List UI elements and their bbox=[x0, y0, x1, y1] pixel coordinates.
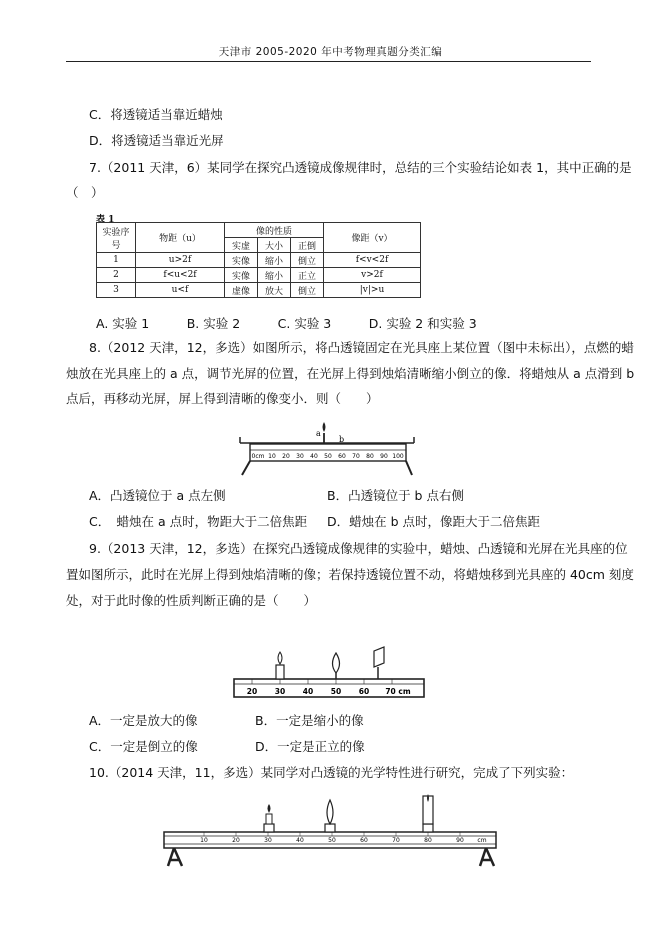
label-a: a bbox=[316, 429, 321, 438]
tick-label: 20 bbox=[246, 687, 258, 696]
q9-line3: 处，对于此时像的性质判断正确的是（ ） bbox=[66, 593, 317, 608]
q9-option-c: C．一定是倒立的像 bbox=[89, 739, 198, 754]
optical-bench-figure-q10 bbox=[160, 790, 500, 870]
q7-line1: 7.（2011 天津，6）某同学在探究凸透镜成像规律时，总结的三个实验结论如表 1，其中正确的是 bbox=[89, 160, 632, 175]
cell-orient: 正立 bbox=[291, 268, 324, 283]
q8-line1: 8.（2012 天津，12，多选）如图所示，将凸透镜固定在光具座上某位置（图中未标出），点燃的蜡 bbox=[89, 340, 634, 355]
q8-line3: 点后，再移动光屏，屏上得到清晰的像变小．则（ ） bbox=[66, 391, 379, 406]
q8-line2: 烛放在光具座上的 a 点，调节光屏的位置，在光屏上得到烛焰清晰缩小倒立的像．将蜡烛从 a 点滑到 b bbox=[66, 366, 635, 381]
tick-label: 60 bbox=[338, 453, 346, 460]
q9-option-a: A．一定是放大的像 bbox=[89, 713, 198, 728]
th-size: 大小 bbox=[258, 238, 291, 253]
header-rule bbox=[66, 61, 591, 62]
tick-label: 30 bbox=[264, 837, 272, 844]
tick-label: 10 bbox=[200, 837, 208, 844]
q9-option-d: D．一定是正立的像 bbox=[255, 739, 365, 754]
tick-label: 100 bbox=[392, 453, 404, 460]
cell-no: 1 bbox=[97, 253, 136, 268]
q8-option-b: B．凸透镜位于 b 点右侧 bbox=[327, 488, 464, 503]
th-real: 实虚 bbox=[225, 238, 258, 253]
cell-size: 放大 bbox=[258, 283, 291, 298]
cell-orient: 倒立 bbox=[291, 253, 324, 268]
tick-label: 50 bbox=[324, 453, 332, 460]
cell-no: 3 bbox=[97, 283, 136, 298]
tick-label: 40 bbox=[302, 687, 314, 696]
cell-u: f<u<2f bbox=[136, 268, 225, 283]
table1-caption: 表 1 bbox=[96, 215, 115, 225]
tick-label: 20 bbox=[282, 453, 290, 460]
tick-label: 30 bbox=[296, 453, 304, 460]
tick-label: 70 bbox=[392, 837, 400, 844]
cell-v: v>2f bbox=[324, 268, 421, 283]
cell-u: u>2f bbox=[136, 253, 225, 268]
cell-real: 虚像 bbox=[225, 283, 258, 298]
tick-label: 70 bbox=[352, 453, 360, 460]
cell-orient: 倒立 bbox=[291, 283, 324, 298]
tick-label: 0cm bbox=[251, 453, 265, 460]
cell-real: 实像 bbox=[225, 253, 258, 268]
tick-label: 90 bbox=[380, 453, 388, 460]
th-orient: 正倒 bbox=[291, 238, 324, 253]
tick-label: 70 cm bbox=[385, 687, 411, 696]
lens-icon bbox=[333, 653, 340, 673]
table-row bbox=[97, 253, 421, 268]
tick-label: 40 bbox=[296, 837, 304, 844]
option-d-prev: D．将透镜适当靠近光屏 bbox=[89, 133, 224, 148]
cell-no: 2 bbox=[97, 268, 136, 283]
tick-label: 20 bbox=[232, 837, 240, 844]
cell-real: 实像 bbox=[225, 268, 258, 283]
screen-icon bbox=[374, 647, 384, 667]
q7-options: A. 实验 1 B. 实验 2 C. 实验 3 D. 实验 2 和实验 3 bbox=[96, 316, 477, 331]
tick-label: 40 bbox=[310, 453, 318, 460]
tick-label: 80 bbox=[424, 837, 432, 844]
cell-u: u<f bbox=[136, 283, 225, 298]
table-row bbox=[97, 268, 421, 283]
lens-icon bbox=[327, 800, 333, 824]
page-header: 天津市 2005-2020 年中考物理真题分类汇编 bbox=[218, 46, 443, 58]
tick-label: cm bbox=[477, 837, 487, 844]
tick-label: 80 bbox=[366, 453, 374, 460]
candle-icon bbox=[276, 665, 284, 679]
tick-label: 30 bbox=[274, 687, 286, 696]
q8-option-c: C． 蜡烛在 a 点时，物距大于二倍焦距 bbox=[89, 514, 308, 529]
optical-bench-figure-q9 bbox=[232, 643, 426, 701]
flame-icon bbox=[268, 804, 271, 813]
tick-label: 60 bbox=[360, 837, 368, 844]
q8-option-a: A．凸透镜位于 a 点左侧 bbox=[89, 488, 226, 503]
option-c-prev: C．将透镜适当靠近蜡烛 bbox=[89, 107, 223, 122]
th-img: 像距（v） bbox=[324, 223, 421, 253]
label-b: b bbox=[339, 435, 345, 444]
cell-size: 缩小 bbox=[258, 253, 291, 268]
table-row bbox=[97, 283, 421, 298]
q9-option-b: B．一定是缩小的像 bbox=[255, 713, 364, 728]
q7-line2: （ ） bbox=[66, 185, 104, 200]
table1 bbox=[96, 222, 421, 298]
th-nature: 像的性质 bbox=[225, 223, 324, 238]
q9-line1: 9.（2013 天津，12，多选）在探究凸透镜成像规律的实验中，蜡烛、凸透镜和光屏在光具座的位 bbox=[89, 541, 628, 556]
tick-label: 50 bbox=[330, 687, 342, 696]
tick-label: 10 bbox=[268, 453, 276, 460]
tick-label: 90 bbox=[456, 837, 464, 844]
q8-option-d: D．蜡烛在 b 点时，像距大于二倍焦距 bbox=[327, 514, 541, 529]
tick-label: 60 bbox=[358, 687, 370, 696]
th-no: 实验序号 bbox=[97, 223, 136, 253]
cell-v: |v|>u bbox=[324, 283, 421, 298]
cell-size: 缩小 bbox=[258, 268, 291, 283]
th-obj: 物距（u） bbox=[136, 223, 225, 253]
q10-line1: 10.（2014 天津，11，多选）某同学对凸透镜的光学特性进行研究，完成了下列实验： bbox=[89, 765, 574, 780]
q9-line2: 置如图所示，此时在光屏上得到烛焰清晰的像；若保持透镜位置不动，将蜡烛移到光具座的 40cm 刻度 bbox=[66, 567, 634, 582]
cell-v: f<v<2f bbox=[324, 253, 421, 268]
optical-bench-figure-q8 bbox=[236, 420, 418, 476]
tick-label: 50 bbox=[328, 837, 336, 844]
